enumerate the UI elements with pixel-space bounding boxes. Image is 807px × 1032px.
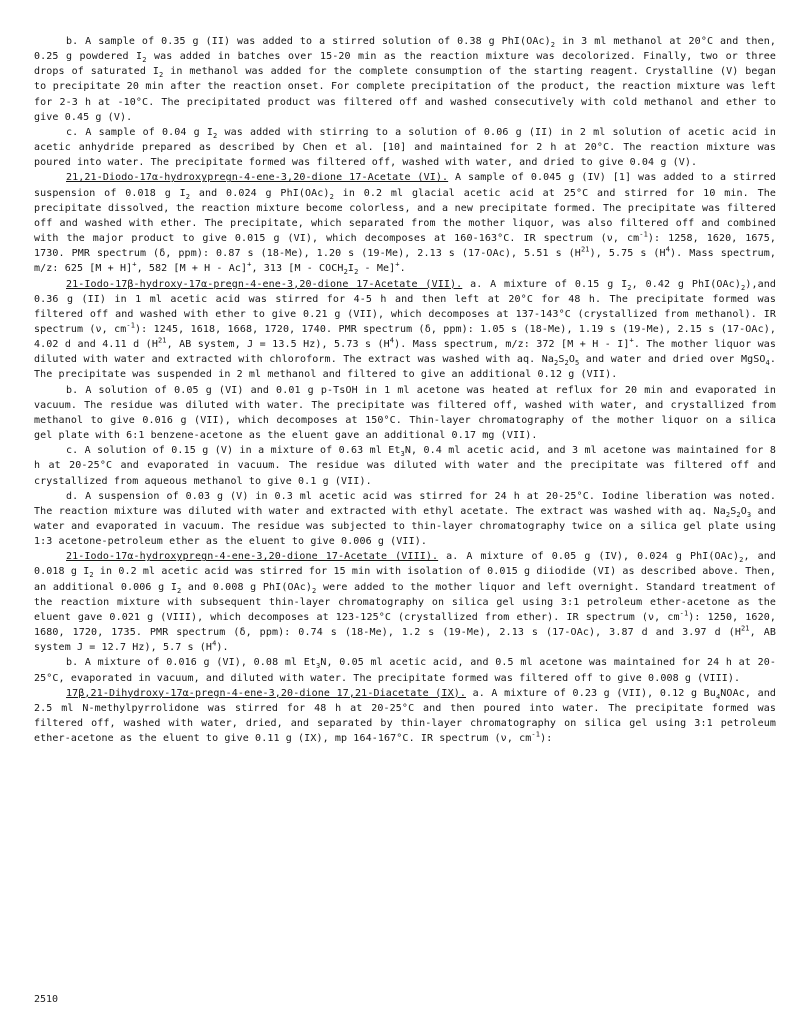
paragraph-compound-vii-b: b. A solution of 0.05 g (VI) and 0.01 g p-TsOH in 1 ml acetone was heated at reflux for 20 min and evaporated in vacuum. The residue was diluted with water. The precipitate was filtered off, washed with water, and crystallized from methanol to give 0.016 g (VII), which decomposes at 150°C. Thin-layer chromatography of the mother liquor on a silica gel plate with 6:1 benzene-acetone as the eluent gave an additional 0.17 mg (VII).: [34, 384, 776, 442]
paragraph-compound-viii-b: b. A mixture of 0.016 g (VI), 0.08 ml $Et_3N$, 0.05 ml acetic acid, and 0.5 ml acetone was maintained for 24 h at 20-25°C, evaporated in vacuum, and diluted with water. The precipitate formed was filtered off to give 0.008 g (VIII).: [34, 657, 777, 684]
paragraph-compound-viii-a: 21-Iodo-17α-hydroxypregn-4-ene-3,20-dione 17-Acetate (VIII). a. A mixture of 0.05 g (IV), 0.024 g $PhI(OAc)_2$, and 0.018 g $I_2$ in 0.2 ml acetic acid was stirred for 15 min with isolation of 0.015 g diiodide (VI) as described above. Then, an additional 0.006 g $I_2$ and 0.008 g $PhI(OAc)_2$ were added to the mother liquor and left overnight. Standard treatment of the reaction mixture with subsequent thin-layer chromatography on silica gel using 3:1 petroleum ether-acetone as the eluent gave 0.021 g (VIII), which decomposes at 123-125°C (crystallized from ether). IR spectrum (ν, $cm^{-1}$): 1250, 1620, 1680, 1720, 1735. PMR spectrum (δ, ppm): 0.74 s (18-Me), 1.2 s (19-Me), 2.13 s (17-OAc), 3.87 d and 3.97 d ($H^{21}$, AB system J = 12.7 Hz), 5.7 s $(H^4)$.: [34, 551, 777, 654]
paragraph-procedure-v-c: c. A sample of 0.04 g $I_2$ was added with stirring to a solution of 0.06 g (II) in 2 ml solution of acetic acid in acetic anhydride prepared as described by Chen et al. [10] and maintained for 2 h at 20°C. The reaction mixture was poured into water. The precipitate formed was filtered off, washed with water, and dried to give 0.04 g (V).: [34, 126, 776, 169]
paragraph-procedure-v-b: b. A sample of 0.35 g (II) was added to a stirred solution of 0.38 g $PhI(OAc)_2$ in 3 ml methanol at 20°C and then, 0.25 g powdered $I_2$ was added in batches over 15-20 min as the reaction mixture was decolorized. Finally, two or three drops of saturated $I_2$ in methanol was added for the complete consumption of the starting reagent. Crystalline (V) began to precipitate 20 min after the reaction onset. For complete precipitation of the product, the reaction mixture was left for 2-3 h at -10°C. The precipitated product was filtered off and washed consecutively with cold methanol and ether to give 0.45 g (V).: [34, 36, 776, 123]
body-text: [34, 34, 776, 746]
paragraph-compound-vii-a: 21-Iodo-17β-hydroxy-17α-pregn-4-ene-3,20-dione 17-Acetate (VII). a. A mixture of 0.15 g $I_2$, 0.42 g $PhI(OAc)_2),and$ 0.36 g (II) in 1 ml acetic acid was stirred for 4-5 h and then left at 20°C for 48 h. The precipitate formed was filtered off and washed with ether to give 0.21 g (VII), which decomposes at 137-143°C (crystallized from methanol). IR spectrum (ν, $cm^{-1}$): 1245, 1618, 1668, 1720, 1740. PMR spectrum (δ, ppm): 1.05 s (18-Me), 1.19 s (19-Me), 2.15 s (17-OAc), 4.02 d and 4.11 d ($H^{21}$, AB system, J = 13.5 Hz), 5.73 s $(H^4)$. Mass spectrum, m/z: 372 [M + H - I]+. The mother liquor was diluted with water and extracted with chloroform. The extract was washed with aq. $Na_2S_2O_5$ and water and dried over MgSO$_4$. The precipitate was suspended in 2 ml methanol and filtered to give an additional 0.12 g (VII).: [34, 278, 777, 381]
paragraph-compound-vii-d: d. A suspension of 0.03 g (V) in 0.3 ml acetic acid was stirred for 24 h at 20-25°C. Iodine liberation was noted. The reaction mixture was diluted with water and extracted with ethyl acetate. The extract was washed with aq. $Na_2S_2O_3$ and water and evaporated in vacuum. The residue was subjected to thin-layer chromatography twice on a silica gel plate using 1:3 acetone-petroleum ether as the eluent to give 0.006 g (VII).: [34, 490, 776, 548]
paragraph-compound-vi: 21,21-Diodo-17α-hydroxypregn-4-ene-3,20-dione 17-Acetate (VI). A sample of 0.045 g (IV) [1] was added to a stirred suspension of 0.018 g $I_2$ and 0.024 g $PhI(OAc)_2$ in 0.2 ml glacial acetic acid at 25°C and stirred for 10 min. The precipitate dissolved, the reaction mixture become colorless, and a new precipitate formed. The precipitate was filtered off and washed with ether. The precipitate, which separated from the mother liquor, was also filtered off and combined with the major product to give 0.015 g (VI), which decomposes at 160-163°C. IR spectrum (ν, $cm^{-1}$): 1258, 1620, 1675, 1730. PMR spectrum (δ, ppm): 0.87 s (18-Me), 1.20 s (19-Me), 2.13 s (17-OAc), 5.51 s $(H^{21})$, 5.75 s $(H^4)$. Mass spectrum, m/z: 625 [M + H]+, 582 [M + H - Ac]+, 313 $[M - COCH_2I_2 - Me]^+$.: [34, 172, 777, 277]
page-number: 2510: [34, 994, 59, 1005]
paragraph-compound-ix-a: 17β,21-Dihydroxy-17α-pregn-4-ene-3,20-dione 17,21-Diacetate (IX). a. A mixture of 0.23 g (VII), 0.12 g $Bu_4NOAc$, and 2.5 ml N-methylpyrrolidone was stirred for 48 h at 20-25°C and then poured into water. The precipitate formed was filtered off, washed with water, dried, and separated by thin-layer chromatography on silica gel using 3:1 petroleum ether-acetone as the eluent to give 0.11 g (IX), mp 164-167°C. IR spectrum (ν, $cm^{-1}$):: [34, 687, 776, 745]
paragraph-compound-vii-c: c. A solution of 0.15 g (V) in a mixture of 0.63 ml $Et_3N$, 0.4 ml acetic acid, and 3 ml acetone was maintained for 8 h at 20-25°C and evaporated in vacuum. The residue was diluted with water and the precipitate was filtered off and crystallized from aqueous methanol to give 0.1 g (VII).: [34, 445, 776, 487]
